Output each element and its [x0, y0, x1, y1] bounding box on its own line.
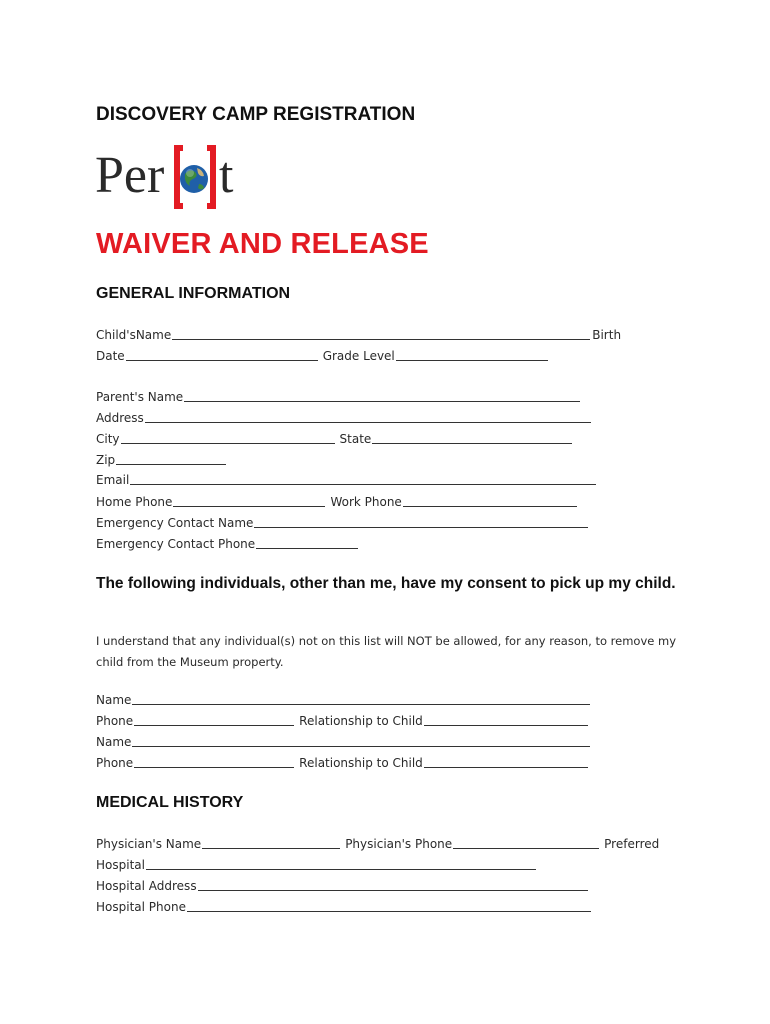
pickup-name-label-1: Name — [96, 693, 132, 707]
email-label: Email — [96, 473, 130, 487]
hospital-row — [96, 855, 538, 872]
pickup-phone-row-1 — [96, 711, 590, 728]
waiver-heading: WAIVER AND RELEASE — [96, 228, 429, 260]
home-phone-label: Home Phone — [96, 495, 173, 509]
hospital-phone-row — [96, 897, 593, 914]
date-label: Date — [96, 349, 125, 363]
form-title: DISCOVERY CAMP REGISTRATION — [96, 104, 416, 125]
state-field[interactable] — [372, 431, 572, 444]
city-field[interactable] — [121, 431, 335, 444]
hospital-phone-label: Hospital Phone — [96, 900, 186, 914]
emergency-name-row — [96, 513, 590, 530]
birth-date-field[interactable] — [126, 348, 318, 361]
address-row — [96, 408, 593, 425]
physician-phone-field[interactable] — [453, 836, 599, 849]
emergency-phone-field[interactable] — [256, 536, 358, 549]
emergency-phone-row — [96, 534, 360, 551]
work-phone-label: Work Phone — [330, 495, 402, 509]
parent-name-label: Parent's Name — [96, 390, 184, 404]
pickup-name-label-2: Name — [96, 735, 132, 749]
physician-name-field[interactable] — [202, 836, 340, 849]
pickup-phone-row-2 — [96, 753, 590, 770]
hospital-address-label: Hospital Address — [96, 879, 197, 893]
hospital-address-field[interactable] — [198, 878, 588, 891]
perot-logo — [95, 140, 245, 212]
zip-field[interactable] — [116, 452, 226, 465]
email-row — [96, 470, 598, 487]
pickup-phone-label-2: Phone — [96, 756, 134, 770]
logo-text-right: t — [219, 147, 234, 204]
birth-date-row — [96, 346, 550, 363]
emergency-phone-label: Emergency Contact Phone — [96, 537, 256, 551]
child-name-label: Child'sName — [96, 328, 172, 342]
pickup-phone-field-1[interactable] — [134, 713, 294, 726]
physician-name-label: Physician's Name — [96, 837, 202, 851]
parent-name-field[interactable] — [184, 389, 580, 402]
general-info-heading: GENERAL INFORMATION — [96, 285, 291, 302]
pickup-name-field-1[interactable] — [132, 692, 590, 705]
email-field[interactable] — [130, 472, 596, 485]
parent-name-row — [96, 387, 582, 404]
pickup-notice: I understand that any individual(s) not on this list will NOT be allowed, for any reason, to remove my child from the Museum property. — [96, 634, 677, 669]
home-phone-field[interactable] — [173, 494, 325, 507]
birth-label: Birth — [592, 328, 622, 342]
medical-history-heading: MEDICAL HISTORY — [96, 794, 244, 811]
grade-level-label: Grade Level — [322, 349, 395, 363]
phone-row — [96, 492, 579, 509]
physician-phone-label: Physician's Phone — [345, 837, 453, 851]
physician-row — [96, 834, 659, 851]
pickup-name-row-1 — [96, 690, 592, 707]
emergency-name-label: Emergency Contact Name — [96, 516, 254, 530]
zip-label: Zip — [96, 453, 116, 467]
child-name-field[interactable] — [172, 327, 590, 340]
relationship-label-1: Relationship to Child — [299, 714, 423, 728]
relationship-field-2[interactable] — [424, 755, 588, 768]
address-label: Address — [96, 411, 144, 425]
pickup-consent-statement: The following individuals, other than me, have my consent to pick up my child. — [96, 575, 676, 592]
zip-row — [96, 450, 228, 467]
grade-level-field[interactable] — [396, 348, 548, 361]
pickup-name-field-2[interactable] — [132, 734, 590, 747]
pickup-phone-label-1: Phone — [96, 714, 134, 728]
city-label: City — [96, 432, 120, 446]
hospital-field[interactable] — [146, 857, 536, 870]
hospital-label: Hospital — [96, 858, 145, 872]
state-label: State — [339, 432, 372, 446]
relationship-label-2: Relationship to Child — [299, 756, 423, 770]
address-field[interactable] — [145, 410, 591, 423]
emergency-name-field[interactable] — [254, 515, 588, 528]
hospital-address-row — [96, 876, 590, 893]
logo-text-left: Per — [95, 147, 165, 204]
hospital-phone-field[interactable] — [187, 899, 591, 912]
child-name-row — [96, 325, 621, 342]
work-phone-field[interactable] — [403, 494, 577, 507]
pickup-phone-field-2[interactable] — [134, 755, 294, 768]
preferred-label: Preferred — [604, 837, 660, 851]
pickup-name-row-2 — [96, 732, 592, 749]
relationship-field-1[interactable] — [424, 713, 588, 726]
city-state-row — [96, 429, 574, 446]
